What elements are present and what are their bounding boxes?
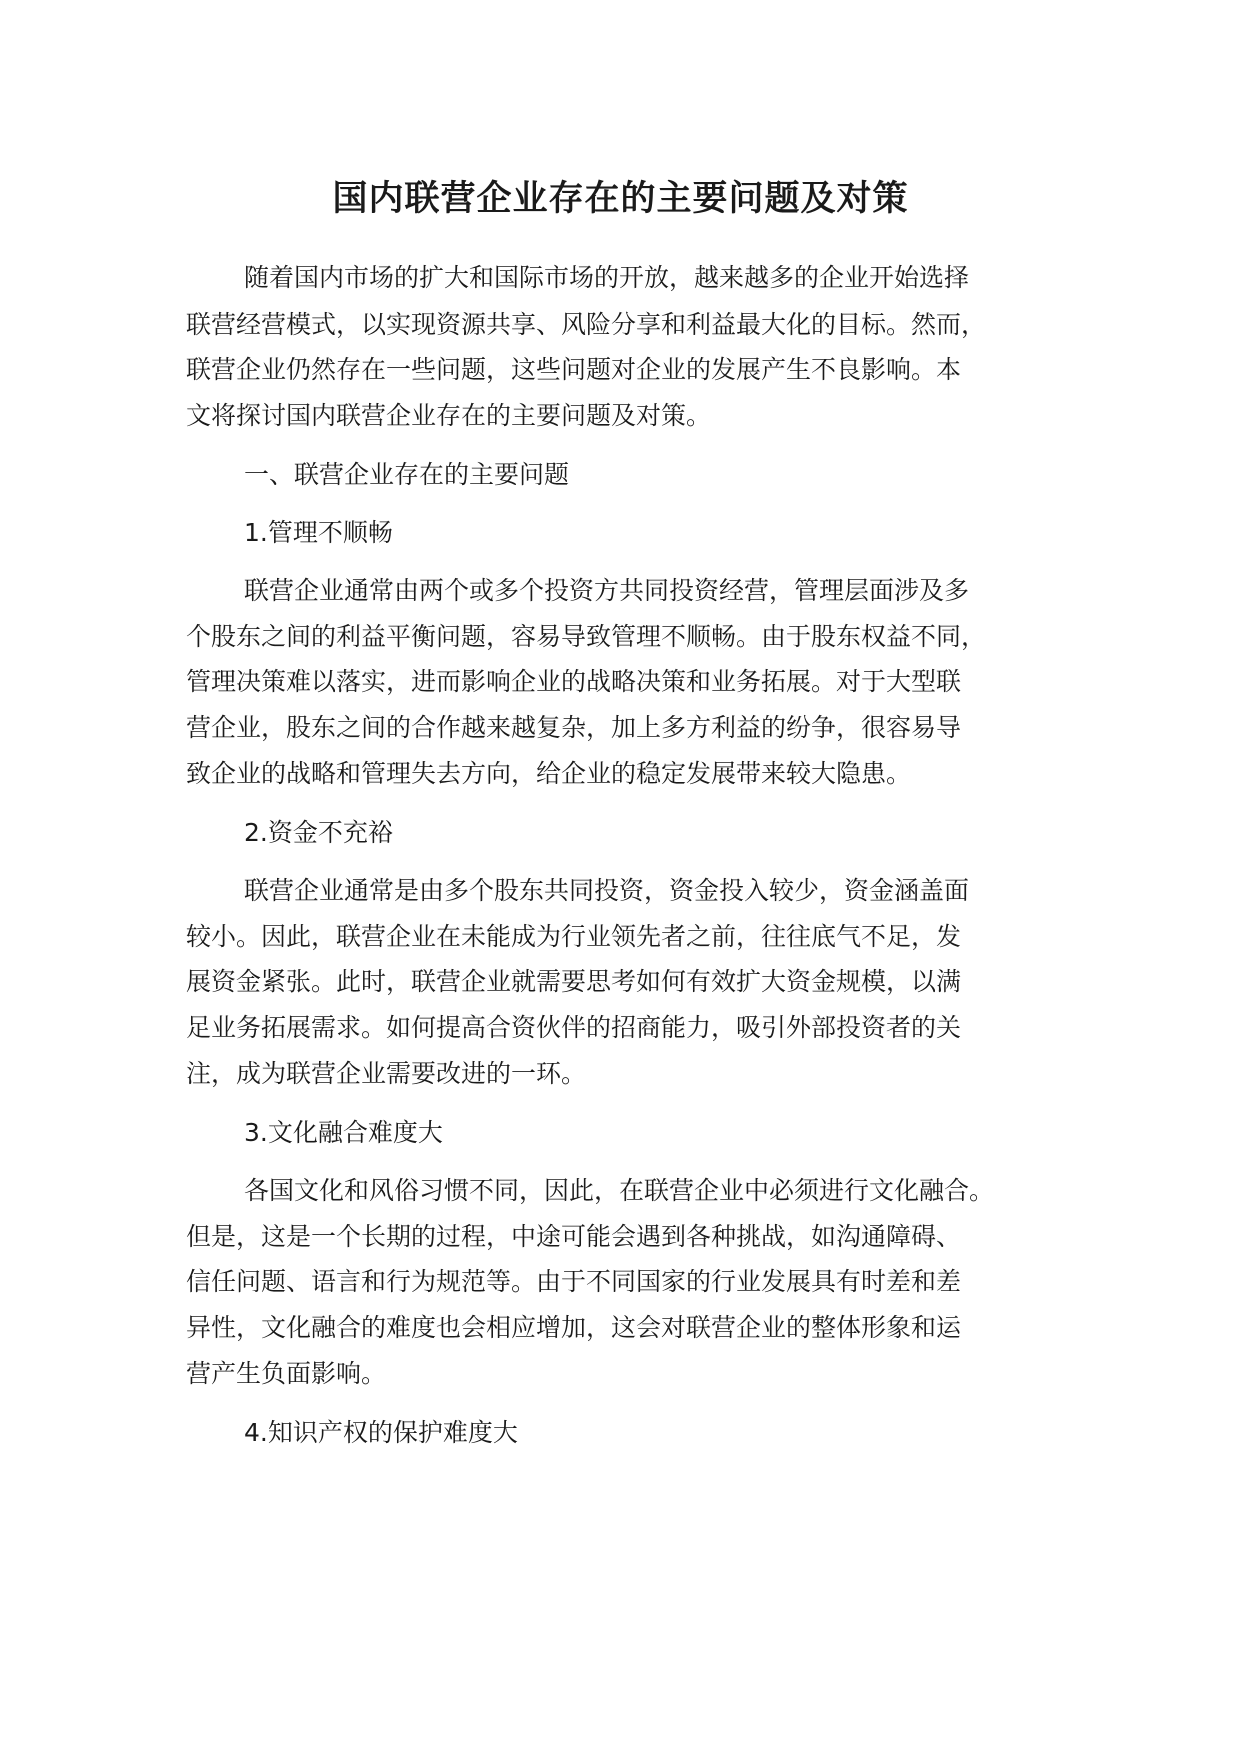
paragraph-line: 管理决策难以落实，进而影响企业的战略决策和业务拓展。对于大型联 (186, 667, 962, 696)
paragraph-line: 足业务拓展需求。如何提高合资伙伴的招商能力，吸引外部投资者的关 (186, 1013, 962, 1042)
paragraph-line: 联营企业通常由两个或多个投资方共同投资经营，管理层面涉及多 (244, 576, 970, 605)
paragraph-line: 注，成为联营企业需要改进的一环。 (186, 1059, 587, 1088)
paragraph-line: 联营企业通常是由多个股东共同投资，资金投入较少，资金涵盖面 (244, 876, 970, 905)
item-heading: 3.文化融合难度大 (244, 1118, 443, 1147)
paragraph-line: 个股东之间的利益平衡问题，容易导致管理不顺畅。由于股东权益不同， (186, 622, 987, 651)
document-title: 国内联营企业存在的主要问题及对策 (332, 179, 909, 219)
section-heading: 一、联营企业存在的主要问题 (244, 460, 570, 489)
intro-line: 联营企业仍然存在一些问题，这些问题对企业的发展产生不良影响。本 (186, 355, 962, 384)
paragraph-line: 信任问题、语言和行为规范等。由于不同国家的行业发展具有时差和差 (186, 1267, 962, 1296)
paragraph-line: 较小。因此，联营企业在未能成为行业领先者之前，往往底气不足，发 (186, 922, 962, 951)
paragraph-line: 展资金紧张。此时，联营企业就需要思考如何有效扩大资金规模，以满 (186, 967, 962, 996)
item-heading: 1.管理不顺畅 (244, 518, 393, 547)
item-heading: 2.资金不充裕 (244, 818, 393, 847)
intro-line: 联营经营模式，以实现资源共享、风险分享和利益最大化的目标。然而， (186, 310, 987, 339)
intro-line: 文将探讨国内联营企业存在的主要问题及对策。 (186, 401, 712, 430)
paragraph-line: 致企业的战略和管理失去方向，给企业的稳定发展带来较大隐患。 (186, 759, 912, 788)
paragraph-line: 但是，这是一个长期的过程，中途可能会遇到各种挑战，如沟通障碍、 (186, 1222, 962, 1251)
intro-line: 随着国内市场的扩大和国际市场的开放，越来越多的企业开始选择 (244, 263, 970, 292)
item-heading: 4.知识产权的保护难度大 (244, 1418, 518, 1447)
paragraph-line: 营企业，股东之间的合作越来越复杂，加上多方利益的纷争，很容易导 (186, 713, 962, 742)
paragraph-line: 各国文化和风俗习惯不同，因此，在联营企业中必须进行文化融合。 (244, 1176, 995, 1205)
paragraph-line: 异性，文化融合的难度也会相应增加，这会对联营企业的整体形象和运 (186, 1313, 962, 1342)
paragraph-line: 营产生负面影响。 (186, 1359, 387, 1388)
